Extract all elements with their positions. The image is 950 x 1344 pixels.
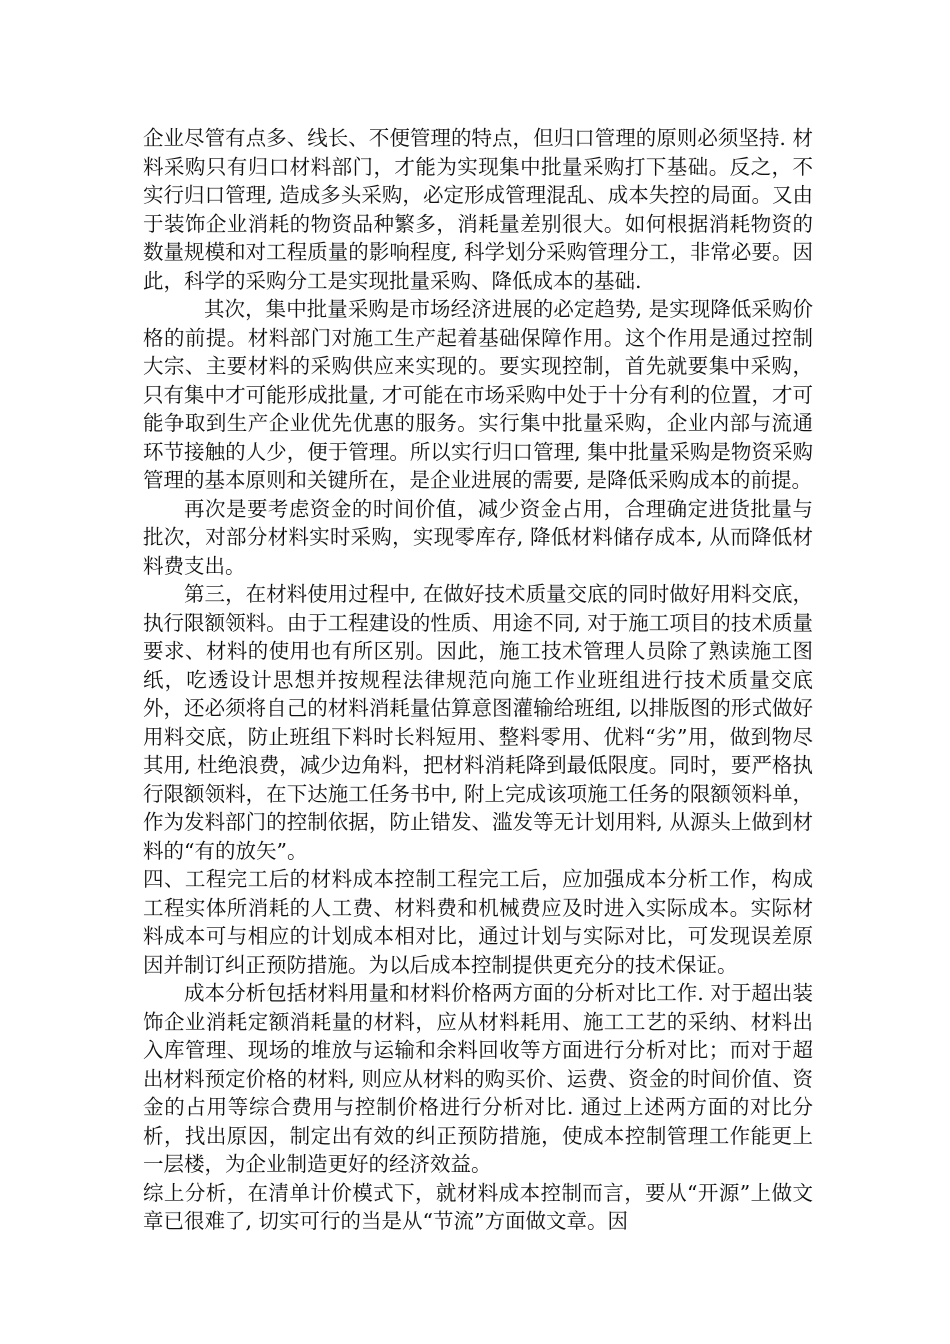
paragraph-conclusion: 综上分析，在清单计价模式下，就材料成本控制而言，要从“开源”上做文章已很难了, 切实可行的当是从“节流”方面做文章。因 xyxy=(143,1180,813,1233)
paragraph-procurement-centralization: 企业尽管有点多、线长、不便管理的特点，但归口管理的原则必须坚持. 材料采购只有归口材料部门，才能为实现集中批量采购打下基础。反之，不实行归口管理, 造成多头采购，必定形成管理混乱、成本失控的局面。又由于装饰企业消耗的物资品种繁多，消耗量差别很大。如何根据消耗物资的数量规模和对工程质量的影响程度, 科学划分采购管理分工，非常必要。因此，科学的采购分工是实现批量采购、降低成本的基础. xyxy=(143,126,813,293)
paragraph-batch-procurement: 其次，集中批量采购是市场经济进展的必定趋势, 是实现降低采购价格的前提。材料部门对施工生产起着基础保障作用。这个作用是通过控制大宗、主要材料的采购供应来实现的。要实现控制，首先就要集中采购，只有集中才可能形成批量, 才可能在市场采购中处于十分有利的位置，才可能争取到生产企业优先优惠的服务。实行集中批量采购，企业内部与流通环节接触的人少，便于管理。所以实行归口管理, 集中批量采购是物资采购管理的基本原则和关键所在，是企业进展的需要, 是降低采购成本的前提。 xyxy=(143,297,813,492)
paragraph-post-completion-control: 四、工程完工后的材料成本控制工程完工后，应加强成本分析工作，构成工程实体所消耗的人工费、材料费和机械费应及时进入实际成本。实际材料成本可与相应的计划成本相对比，通过计划与实际对比，可发现误差原因并制订纠正预防措施。为以后成本控制提供更充分的技术保证。 xyxy=(143,867,813,977)
paragraph-capital-time-value: 再次是要考虑资金的时间价值，减少资金占用，合理确定进货批量与批次，对部分材料实时采购，实现零库存, 降低材料储存成本, 从而降低材料费支出。 xyxy=(143,496,813,578)
paragraph-material-usage: 第三，在材料使用过程中, 在做好技术质量交底的同时做好用料交底，执行限额领料。由于工程建设的性质、用途不同, 对于施工项目的技术质量要求、材料的使用也有所区别。因此，施工技术管理人员除了熟读施工图纸，吃透设计思想并按规程法律规范向施工作业班组进行技术质量交底外，还必须将自己的材料消耗量估算意图灌输给班组, 以排版图的形式做好用料交底，防止班组下料时长料短用、整料零用、优料“劣”用，做到物尽其用, 杜绝浪费，减少边角料，把材料消耗降到最低限度。同时，要严格执行限额领料，在下达施工任务书中, 附上完成该项施工任务的限额领料单，作为发料部门的控制依据，防止错发、滥发等无计划用料, 从源头上做到材料的“有的放矢”。 xyxy=(143,582,813,863)
document-body xyxy=(143,124,813,1236)
paragraph-cost-analysis: 成本分析包括材料用量和材料价格两方面的分析对比工作. 对于超出装饰企业消耗定额消耗量的材料，应从材料耗用、施工工艺的采纳、材料出入库管理、现场的堆放与运输和余料回收等方面进行分析对比；而对于超出材料预定价格的材料, 则应从材料的购买价、运费、资金的时间价值、资金的占用等综合费用与控制价格进行分析对比. 通过上述两方面的对比分析，找出原因，制定出有效的纠正预防措施，使成本控制管理工作能更上一层楼，为企业制造更好的经济效益。 xyxy=(143,981,813,1176)
